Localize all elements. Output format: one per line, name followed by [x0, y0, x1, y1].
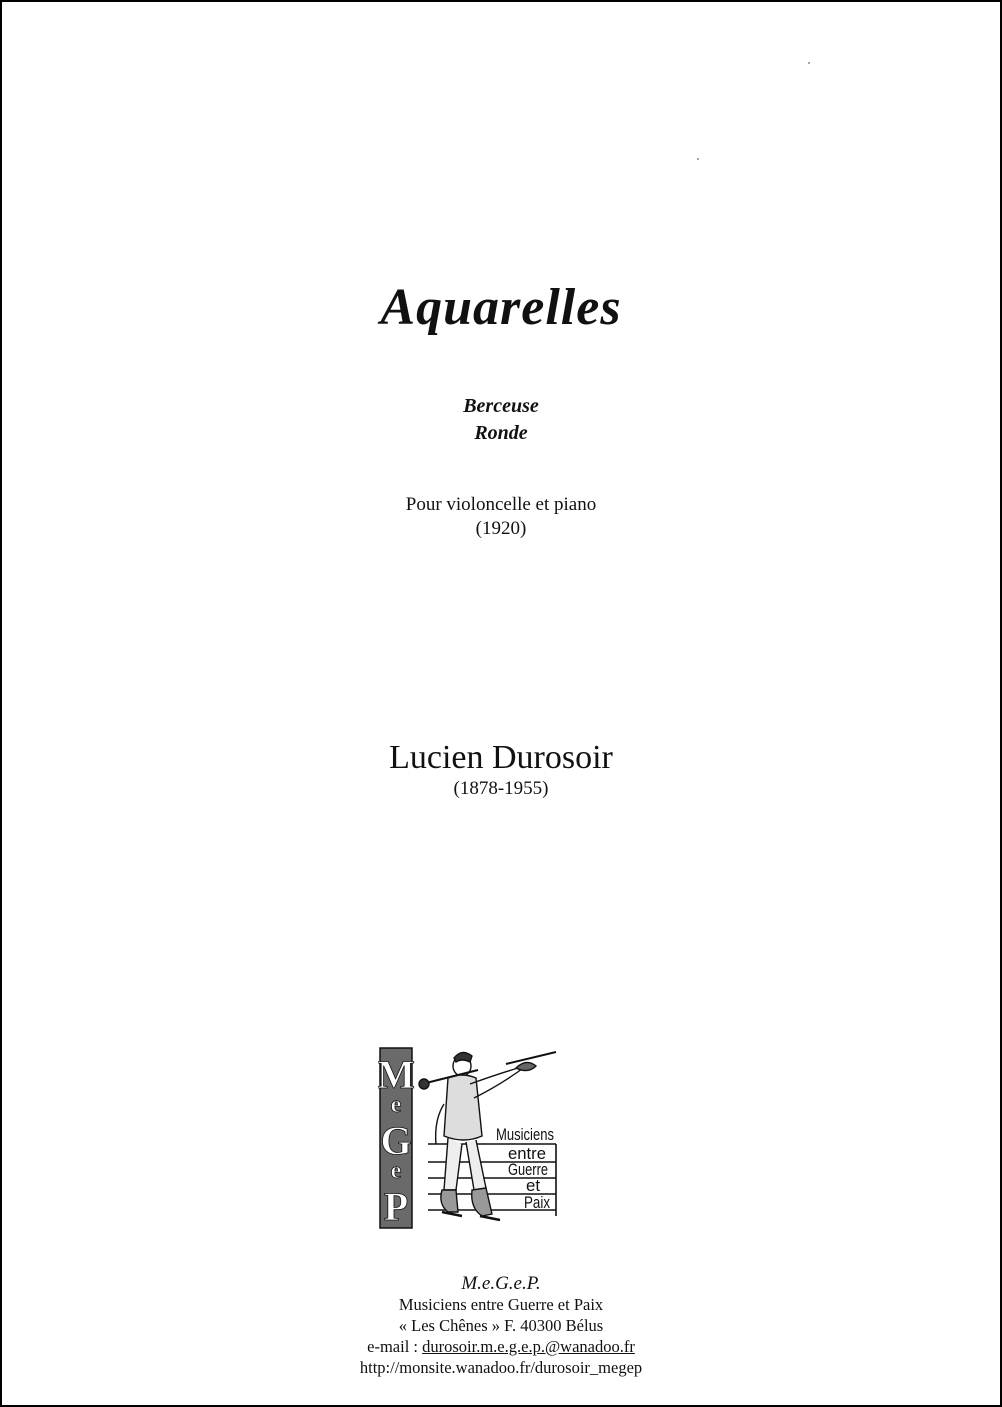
composer-lifespan: (1878-1955): [453, 778, 549, 799]
logo-word: Guerre: [508, 1160, 548, 1179]
logo-word: Musiciens: [496, 1125, 554, 1144]
instrumentation-text: Pour violoncelle et piano: [405, 494, 597, 515]
movement-item: Ronde: [474, 422, 528, 444]
logo-letter: M: [378, 1052, 415, 1097]
logo-letter: P: [383, 1184, 409, 1229]
logo-word: Paix: [524, 1193, 551, 1212]
publisher-name: M.e.G.e.P.: [461, 1273, 541, 1294]
scan-speck: [808, 62, 810, 64]
megep-logo: [378, 1044, 570, 1244]
movement-list: [0, 393, 1002, 447]
logo-letter: e: [390, 1092, 402, 1118]
logo-word: entre: [508, 1144, 546, 1163]
email-link[interactable]: durosoir.m.e.g.e.p.@wanadoo.fr: [422, 1337, 635, 1356]
publisher-website-link[interactable]: http://monsite.wanadoo.fr/durosoir_megep: [359, 1358, 643, 1377]
publisher-address: « Les Chênes » F. 40300 Bélus: [398, 1316, 604, 1335]
publisher-block: [0, 1273, 1002, 1378]
scan-speck: [697, 158, 699, 160]
score-title: Aquarelles: [380, 279, 622, 336]
violinist-soldier-logo-icon: [378, 1044, 570, 1244]
movement-item: Berceuse: [463, 395, 539, 417]
logo-word: et: [526, 1176, 541, 1195]
email-label: e-mail :: [367, 1337, 423, 1356]
publisher-email-line: [0, 1336, 1002, 1357]
composition-year: (1920): [475, 518, 527, 539]
composer-name: Lucien Durosoir: [389, 739, 613, 776]
instrumentation-block: [0, 493, 1002, 541]
logo-letter: e: [390, 1158, 402, 1184]
publisher-full-name: Musiciens entre Guerre et Paix: [398, 1295, 604, 1314]
logo-letter: G: [380, 1118, 412, 1163]
